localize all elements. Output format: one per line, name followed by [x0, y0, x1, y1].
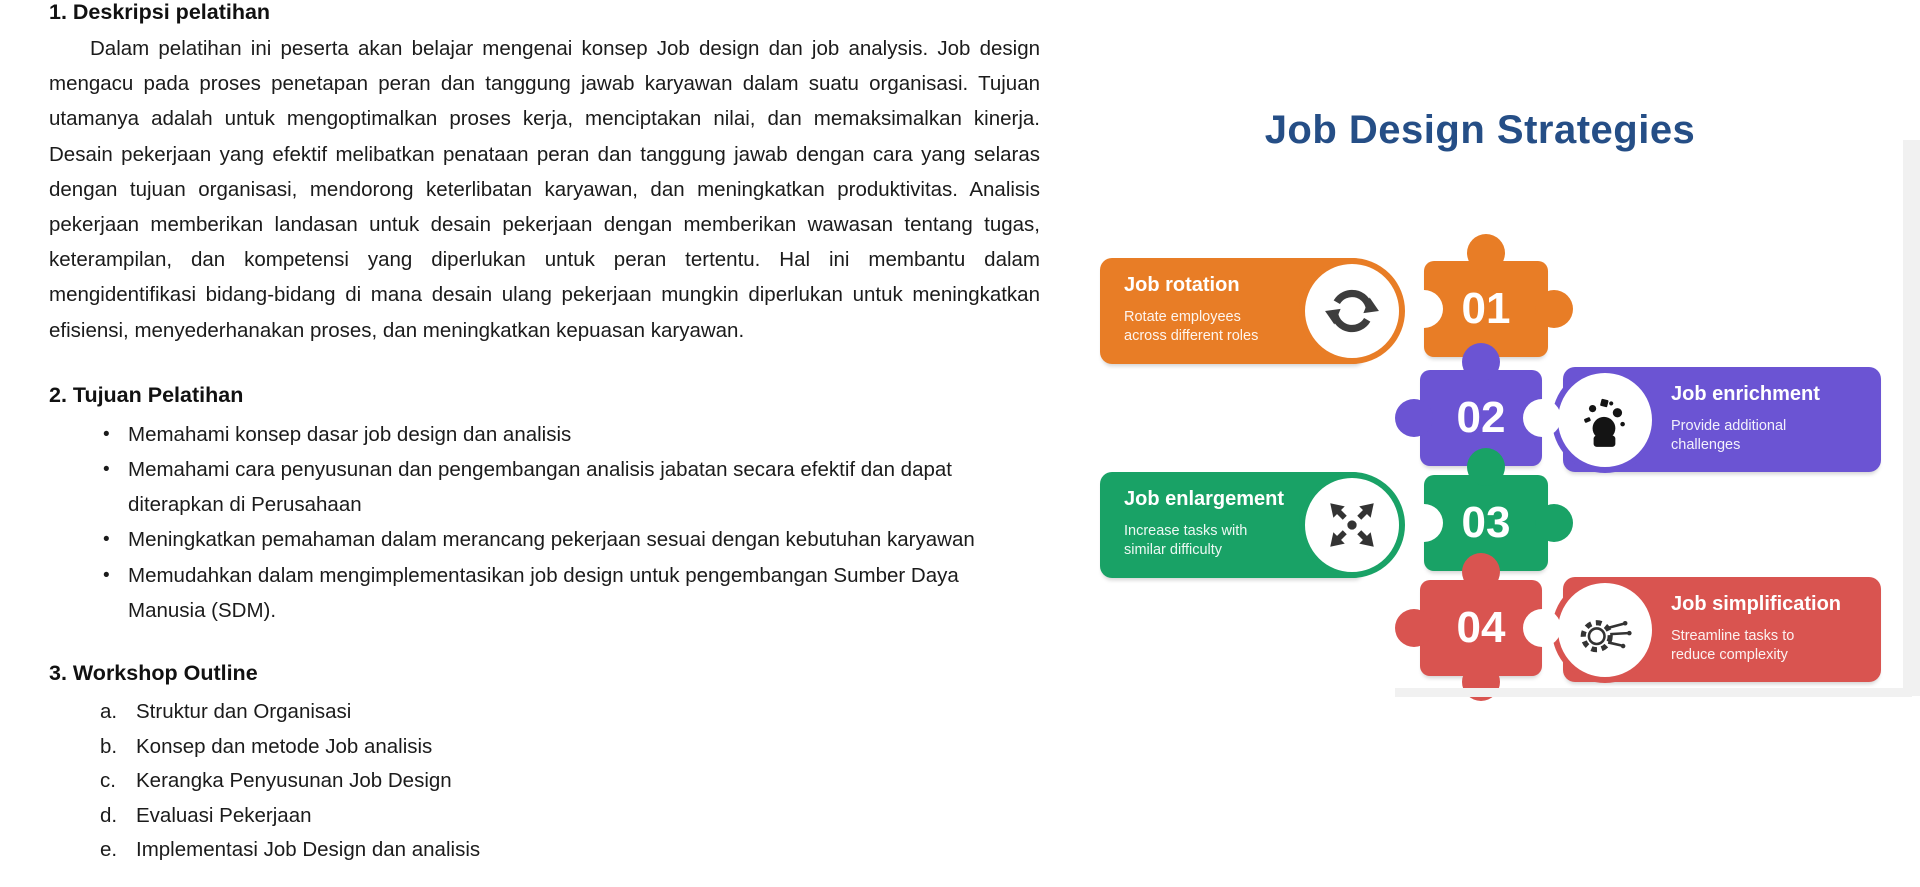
section1-paragraph: Dalam pelatihan ini peserta akan belajar mengenai konsep Job design dan job analysis. Job design mengacu pada proses penetapan peran dan tanggung jawab karyawan dalam suatu organisasi. Tujuan utamanya adalah untuk mengoptimalkan proses kerja, menciptakan nilai, dan memaksimalkan kinerja. Desain pekerjaan yang efektif melibatkan penataan peran dan tanggung jawab dengan cara yang selaras dengan tujuan organisasi, mendorong keterlibatan karyawan, dan meningkatkan produktivitas. Analisis pekerjaan memberikan landasan untuk desain pekerjaan dengan memberikan wawasan tentang tugas, keterampilan, dan kompetensi yang diperlukan untuk peran tertentu. Hal ini membantu dalam mengidentifikasi bidang-bidang di mana desain ulang pekerjaan mungkin diperlukan untuk meningkatkan efisiensi, menyederhanakan proses, dan meningkatkan kepuasan karyawan. — [49, 37, 1040, 342]
item-text: Evaluasi Pekerjaan — [136, 803, 312, 827]
strategy-description: Rotate employees across different roles — [1124, 309, 1259, 344]
step-number: 03 — [1461, 498, 1511, 547]
item-letter: d. — [100, 803, 118, 827]
item-text: Kerangka Penyusunan Job Design — [136, 769, 452, 793]
list-item — [49, 730, 1040, 765]
image-edge-shade — [1395, 688, 1912, 697]
puzzle-piece-04 — [1420, 580, 1542, 676]
job-design-infographic — [1080, 100, 1920, 712]
section1-heading: 1. Deskripsi pelatihan — [49, 0, 271, 24]
strategy-name: Job rotation — [1124, 274, 1240, 296]
list-item: • Memahami konsep dasar job design dan analisis — [49, 417, 1040, 452]
strategy-name: Job enrichment — [1671, 383, 1820, 405]
puzzle-piece-01 — [1424, 261, 1548, 357]
list-item: • Memahami cara penyusunan dan pengembangan analisis jabatan secara efektif dan dapat diterapkan di Perusahaan — [49, 452, 1040, 522]
strategy-name: Job enlargement — [1124, 488, 1285, 510]
item-text: Implementasi Job Design dan analisis — [136, 838, 481, 862]
item-text: Struktur dan Organisasi — [136, 700, 352, 724]
item-letter: b. — [100, 734, 118, 758]
card-text — [1124, 488, 1284, 560]
expand-arrows-icon — [1299, 472, 1405, 578]
item-text: Konsep dan metode Job analisis — [136, 734, 433, 758]
step-number: 01 — [1461, 284, 1511, 333]
item-letter: e. — [100, 838, 118, 862]
image-edge-shade — [1903, 140, 1920, 696]
workshop-outline-list — [49, 695, 1040, 868]
card-text — [1124, 274, 1282, 346]
card-text — [1671, 383, 1829, 455]
gear-circuit-icon — [1552, 577, 1658, 683]
training-document — [49, 0, 1040, 868]
step-number: 02 — [1456, 393, 1506, 442]
list-item — [49, 799, 1040, 834]
infographic-title: Job Design Strategies — [1264, 108, 1696, 152]
card-text — [1671, 593, 1841, 665]
section3-heading: 3. Workshop Outline — [49, 661, 258, 686]
strategy-description: Provide additional challenges — [1671, 418, 1787, 453]
list-item — [49, 764, 1040, 799]
list-item: • Memudahkan dalam mengimplementasikan job design untuk pengembangan Sumber Daya Manusia (SDM). — [49, 558, 1040, 628]
list-item — [49, 833, 1040, 868]
list-item — [49, 695, 1040, 730]
item-letter: c. — [100, 769, 116, 793]
training-goals-list — [49, 417, 1040, 628]
strategy-description: Streamline tasks to reduce complexity — [1671, 628, 1795, 663]
section2-heading: 2. Tujuan Pelatihan — [49, 382, 244, 407]
rotate-arrows-icon — [1299, 258, 1405, 364]
strategy-description: Increase tasks with similar difficulty — [1124, 523, 1248, 558]
strategy-name: Job simplification — [1671, 593, 1842, 615]
brainstorm-head-icon — [1552, 367, 1658, 473]
item-letter: a. — [100, 700, 118, 724]
step-number: 04 — [1456, 603, 1506, 652]
list-item: • Meningkatkan pemahaman dalam merancang pekerjaan sesuai dengan kebutuhan karyawan — [49, 522, 1040, 557]
